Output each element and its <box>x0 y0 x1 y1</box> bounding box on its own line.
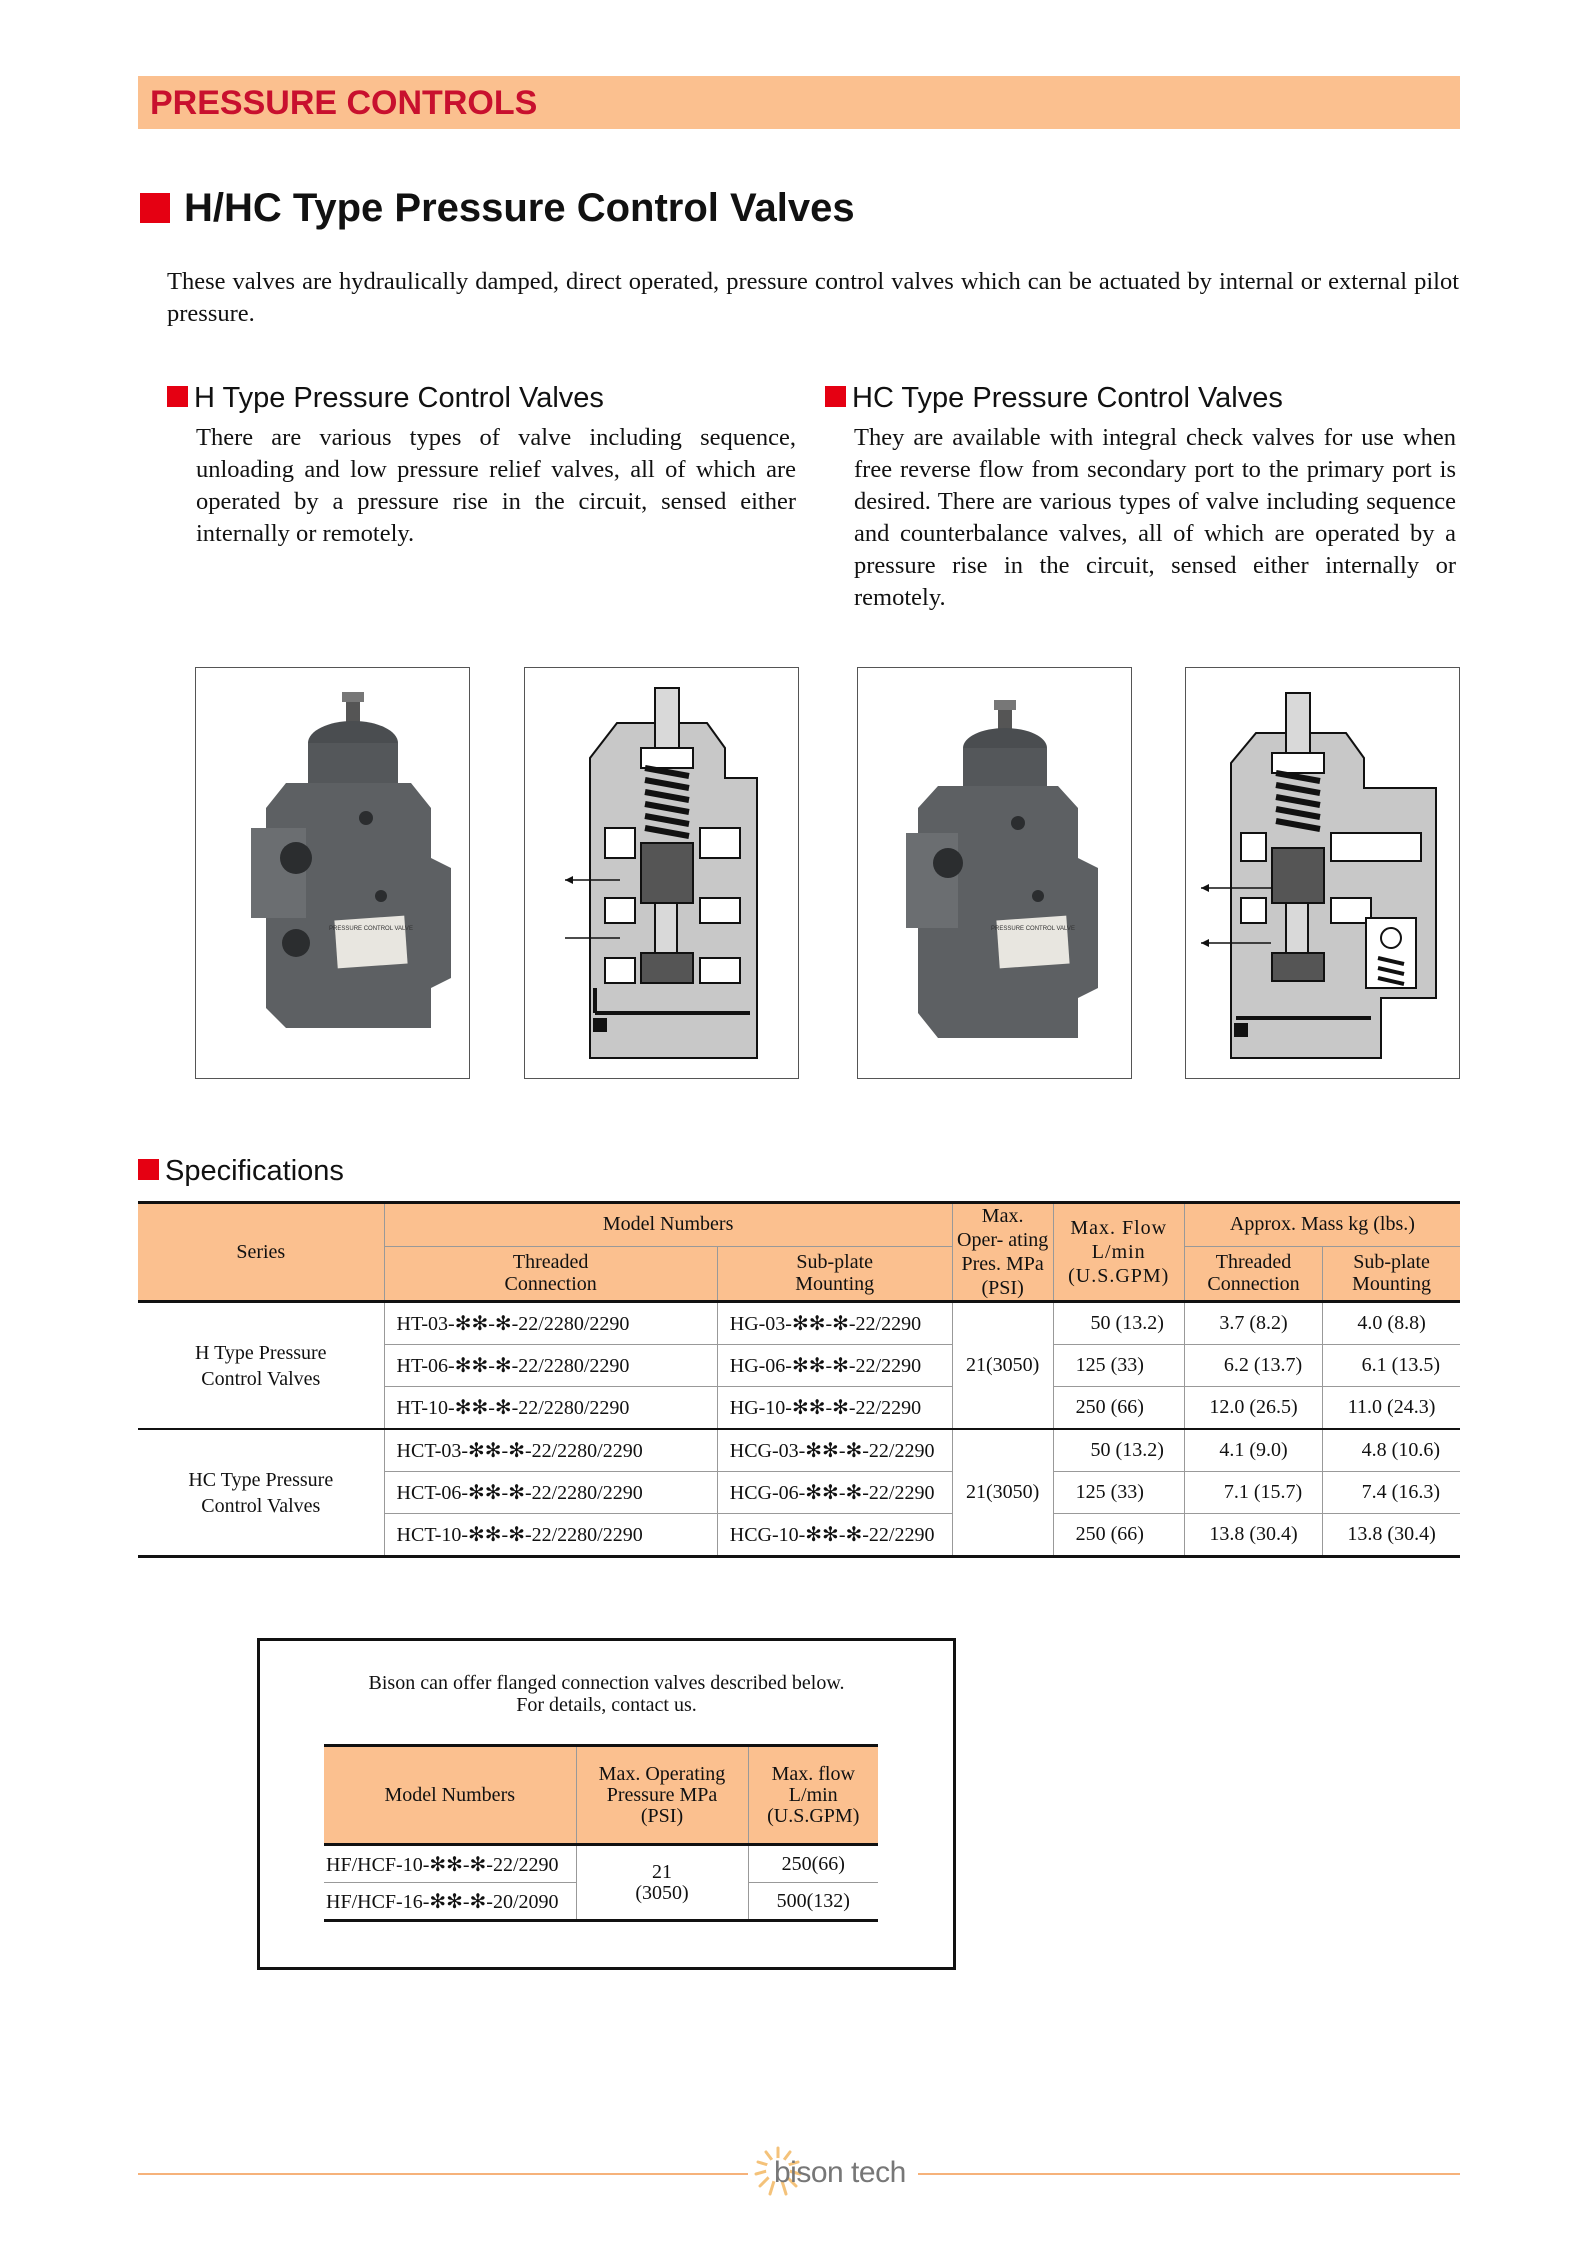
bullet-square-icon <box>167 386 188 407</box>
specifications-table <box>138 1201 1460 1558</box>
cell-mass-threaded: 6.2 (13.7) <box>1184 1345 1322 1387</box>
header-max-flow: Max. Flow L/min (U.S.GPM) <box>1053 1203 1184 1302</box>
footer-line-right <box>918 2173 1460 2175</box>
flanged-note <box>257 1672 956 1716</box>
cell-mass-subplate: 7.4 (16.3) <box>1323 1472 1460 1514</box>
header-subplate: Sub-plate Mounting <box>717 1246 952 1301</box>
flanged-cell-pressure <box>576 1845 748 1921</box>
flanged-pressure-value: 21 <box>652 1860 672 1883</box>
logo-text: bison tech <box>774 2156 906 2189</box>
product-label-text: PRESSURE CONTROL VALVE <box>991 926 1075 932</box>
hc-valve-photo <box>857 667 1132 1079</box>
cell-flow: 250 (66) <box>1053 1514 1184 1557</box>
h-valve-cross-section <box>524 667 799 1079</box>
header-mass-subplate: Sub-plate Mounting <box>1323 1246 1460 1301</box>
cell-flow: 50 (13.2) <box>1053 1302 1184 1345</box>
cell-threaded: HCT-03-✻✻-✻-22/2280/2290 <box>384 1429 717 1472</box>
cell-threaded: HCT-06-✻✻-✻-22/2280/2290 <box>384 1472 717 1514</box>
flanged-table <box>324 1744 878 1922</box>
header-model-numbers: Model Numbers <box>384 1203 952 1247</box>
cell-mass-subplate: 4.8 (10.6) <box>1323 1429 1460 1472</box>
table-row <box>138 1429 1460 1472</box>
hc-valve-cross-section <box>1185 667 1460 1079</box>
intro-paragraph: These valves are hydraulically damped, direct operated, pressure control valves which can be actuated by internal or external pilot pressure. <box>167 268 1459 327</box>
cell-mass-subplate: 13.8 (30.4) <box>1347 1523 1436 1545</box>
cell-mass-subplate: 4.0 (8.8) <box>1323 1302 1460 1345</box>
cell-pressure: 21(3050) <box>952 1302 1053 1430</box>
cell-flow: 125 (33) <box>1053 1472 1184 1514</box>
table-row <box>138 1302 1460 1345</box>
series-h-type: H Type Pressure Control Valves <box>138 1302 384 1430</box>
cell-mass-threaded: 12.0 (26.5) <box>1184 1387 1322 1430</box>
cell-flow: 250 (66) <box>1053 1387 1184 1430</box>
header-max-pressure: Max. Oper- ating Pres. MPa (PSI) <box>952 1203 1053 1302</box>
bullet-square-icon <box>825 386 846 407</box>
cell-subplate: HCG-06-✻✻-✻-22/2290 <box>717 1472 952 1514</box>
cell-subplate: HG-03-✻✻-✻-22/2290 <box>717 1302 952 1345</box>
cell-mass-threaded: 3.7 (8.2) <box>1184 1302 1322 1345</box>
cell-subplate: HCG-03-✻✻-✻-22/2290 <box>717 1429 952 1472</box>
h-type-description: There are various types of valve including sequence, unloading and low pressure relief valves, all of which are operated by a pressure rise in the circuit, sensed either internally or remotely. <box>196 424 796 547</box>
cell-mass-threaded: 13.8 (30.4) <box>1184 1514 1322 1557</box>
product-label-text: PRESSURE CONTROL VALVE <box>329 926 413 932</box>
series-hc-type: HC Type Pressure Control Valves <box>138 1429 384 1557</box>
flanged-cell-flow: 500(132) <box>776 1889 850 1912</box>
page-title <box>140 186 855 231</box>
bullet-square-icon <box>138 1159 159 1180</box>
cell-threaded: HT-06-✻✻-✻-22/2280/2290 <box>384 1345 717 1387</box>
flanged-header-model: Model Numbers <box>324 1746 576 1845</box>
cell-threaded: HCT-10-✻✻-✻-22/2280/2290 <box>384 1514 717 1557</box>
cell-subplate: HCG-10-✻✻-✻-22/2290 <box>717 1514 952 1557</box>
banner-title: PRESSURE CONTROLS <box>150 84 538 122</box>
cell-mass-threaded: 4.1 (9.0) <box>1184 1429 1322 1472</box>
flanged-cell-flow: 250(66) <box>748 1845 878 1883</box>
flanged-cell-model: HF/HCF-16-✻✻-✻-20/2090 <box>324 1883 576 1921</box>
cell-mass-subplate: 11.0 (24.3) <box>1347 1396 1436 1418</box>
cell-subplate: HG-10-✻✻-✻-22/2290 <box>717 1387 952 1430</box>
cell-mass-subplate: 6.1 (13.5) <box>1323 1345 1460 1387</box>
footer-line-left <box>138 2173 748 2175</box>
hc-type-description: They are available with integral check valves for use when free reverse flow from secondary port to the primary port is desired. There are various types of valve including sequence and counterbalance valves, all of which are operated by a pressure rise in the circuit, sensed either internally or remotely. <box>854 424 1456 611</box>
specifications-heading-text: Specifications <box>165 1155 344 1187</box>
bison-tech-logo <box>748 2140 918 2210</box>
table-row <box>324 1845 878 1883</box>
h-type-heading-text: H Type Pressure Control Valves <box>194 382 604 414</box>
cell-mass-threaded: 7.1 (15.7) <box>1184 1472 1322 1514</box>
specifications-heading <box>138 1155 344 1188</box>
flanged-header-flow: Max. flow L/min (U.S.GPM) <box>748 1746 878 1845</box>
flanged-header-pressure: Max. Operating Pressure MPa (PSI) <box>576 1746 748 1845</box>
header-mass-threaded: Threaded Connection <box>1184 1246 1322 1301</box>
cell-threaded: HT-03-✻✻-✻-22/2280/2290 <box>384 1302 717 1345</box>
bullet-square-icon <box>140 193 170 223</box>
h-valve-photo <box>195 667 470 1079</box>
cell-flow: 125 (33) <box>1053 1345 1184 1387</box>
cell-threaded: HT-10-✻✻-✻-22/2280/2290 <box>384 1387 717 1430</box>
hc-type-heading-text: HC Type Pressure Control Valves <box>852 382 1283 414</box>
flanged-note-line1: Bison can offer flanged connection valves described below. <box>368 1672 845 1694</box>
page-title-text: H/HC Type Pressure Control Valves <box>184 186 855 230</box>
header-threaded: Threaded Connection <box>384 1246 717 1301</box>
flanged-pressure-psi: (3050) <box>635 1881 689 1904</box>
flanged-note-line2: For details, contact us. <box>516 1694 697 1716</box>
cell-pressure: 21(3050) <box>952 1429 1053 1557</box>
hc-type-heading <box>825 382 1283 415</box>
section-banner <box>138 76 1460 129</box>
cell-flow: 50 (13.2) <box>1053 1429 1184 1472</box>
flanged-cell-model: HF/HCF-10-✻✻-✻-22/2290 <box>324 1845 576 1883</box>
header-series: Series <box>138 1203 384 1302</box>
h-type-heading <box>167 382 604 415</box>
cell-subplate: HG-06-✻✻-✻-22/2290 <box>717 1345 952 1387</box>
header-mass: Approx. Mass kg (lbs.) <box>1184 1203 1460 1247</box>
